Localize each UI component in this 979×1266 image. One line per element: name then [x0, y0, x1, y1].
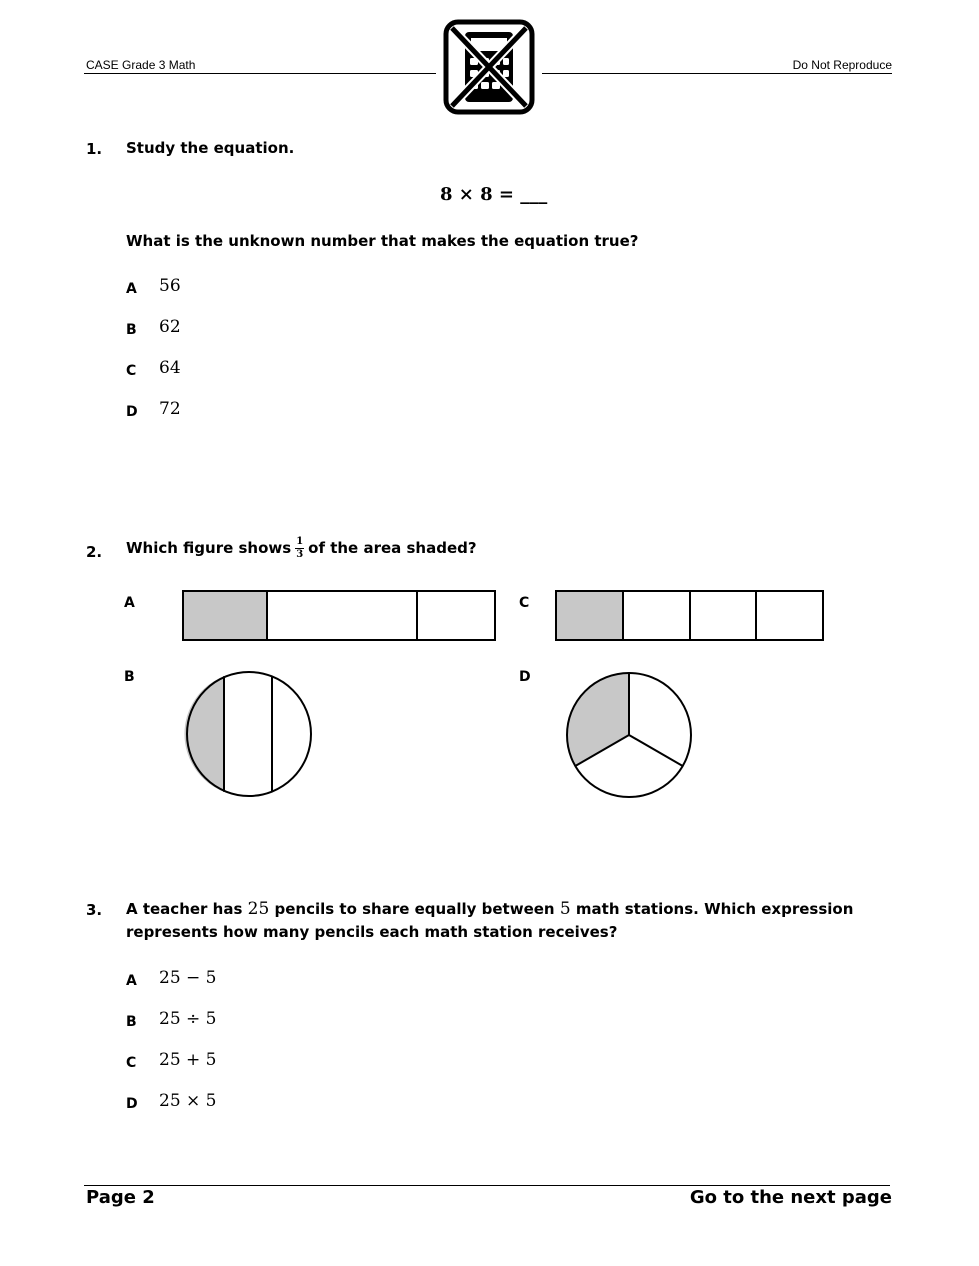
q2-number: 2. [86, 543, 103, 561]
q3-option-d[interactable] [126, 1091, 217, 1112]
no-calculator-icon [442, 18, 536, 116]
q2-option-b-letter[interactable]: B [124, 669, 135, 685]
option-letter: C [126, 1055, 137, 1071]
option-letter: B [126, 322, 137, 338]
q1-prompt: Study the equation. [126, 139, 295, 157]
q3-text-3: math stations. Which expression [575, 900, 854, 918]
q3-option-b[interactable] [126, 1009, 217, 1030]
option-letter: D [126, 404, 138, 420]
q3-number: 3. [86, 901, 103, 919]
option-letter: B [126, 1014, 137, 1030]
q3-text-2: pencils to share equally between [274, 900, 555, 918]
q2-text-before: Which figure shows [126, 539, 292, 557]
option-value: 25 + 5 [159, 1050, 217, 1070]
page-number: Page 2 [86, 1187, 155, 1208]
option-value: 56 [159, 276, 181, 296]
q2-fraction-numerator: 1 [296, 536, 304, 547]
q2-figure-a-rectangle[interactable] [182, 590, 498, 642]
q1-option-c[interactable] [126, 358, 181, 379]
q2-figure-c-rectangle[interactable] [555, 590, 825, 642]
footer-rule [84, 1185, 890, 1186]
q1-option-d[interactable] [126, 399, 181, 420]
q1-equation: 8 × 8 = ___ [440, 184, 548, 205]
next-page-label: Go to the next page [689, 1187, 892, 1208]
q2-fraction [295, 536, 304, 561]
q3-option-a[interactable] [126, 968, 217, 989]
q1-option-a[interactable] [126, 276, 181, 297]
q2-option-a-letter[interactable]: A [124, 595, 135, 611]
option-value: 25 × 5 [159, 1091, 217, 1111]
header-rule-right [542, 73, 892, 74]
option-value: 25 ÷ 5 [159, 1009, 217, 1029]
q3-number-5: 5 [559, 899, 571, 919]
option-value: 72 [159, 399, 181, 419]
q3-question-line1 [126, 898, 853, 921]
q3-text-1: A teacher has [126, 900, 243, 918]
q3-number-25: 25 [247, 899, 270, 919]
option-value: 64 [159, 358, 181, 378]
q1-question: What is the unknown number that makes the equation true? [126, 232, 639, 250]
q2-question [126, 536, 477, 561]
q2-figure-d-circle[interactable] [565, 671, 693, 799]
q2-figure-b-circle[interactable] [184, 670, 314, 798]
q3-option-c[interactable] [126, 1050, 217, 1071]
q2-option-c-letter[interactable]: C [519, 595, 530, 611]
option-letter: A [126, 973, 137, 989]
q2-fraction-denominator: 3 [296, 549, 304, 560]
header-rule-left [84, 73, 436, 74]
option-value: 25 − 5 [159, 968, 217, 988]
q3-question-line2: represents how many pencils each math station receives? [126, 923, 618, 941]
option-value: 62 [159, 317, 181, 337]
option-letter: A [126, 281, 137, 297]
q2-text-after: of the area shaded? [308, 539, 477, 557]
header-left-label: CASE Grade 3 Math [86, 58, 196, 72]
option-letter: D [126, 1096, 138, 1112]
header-right-label: Do Not Reproduce [792, 58, 892, 72]
q1-option-b[interactable] [126, 317, 181, 338]
option-letter: C [126, 363, 137, 379]
q2-option-d-letter[interactable]: D [519, 669, 531, 685]
q1-number: 1. [86, 140, 103, 158]
